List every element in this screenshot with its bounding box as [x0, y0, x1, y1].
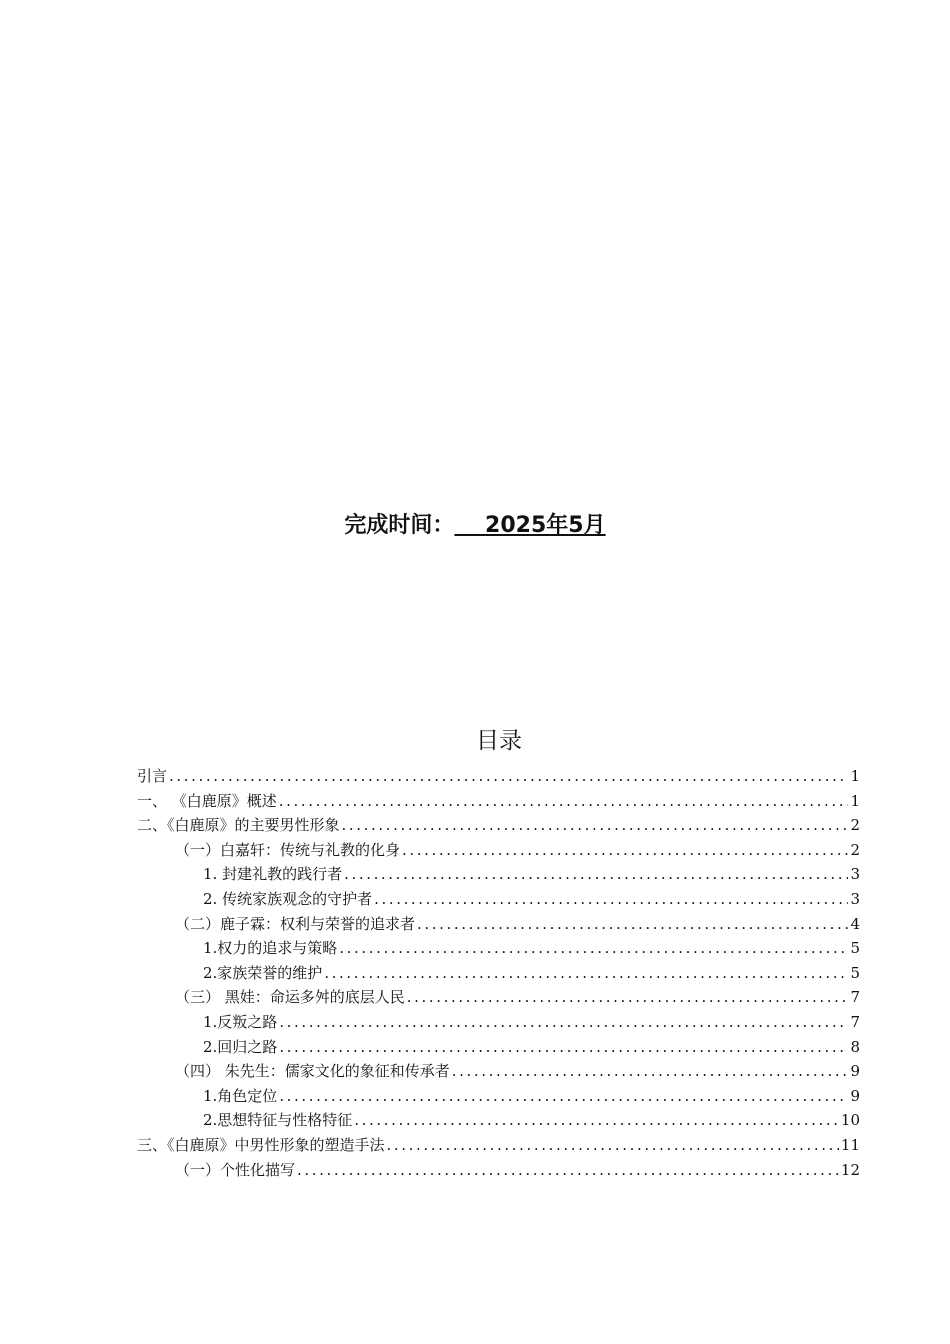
completion-blank	[454, 513, 485, 538]
toc-entry-label: 2. 传统家族观念的守护者	[203, 889, 373, 908]
toc-entry-label: 2.思想特征与性格特征	[203, 1111, 353, 1130]
toc-entry-page: 7	[850, 988, 860, 1007]
toc-entry-page: 1	[850, 767, 860, 785]
toc-entry[interactable]	[137, 1108, 860, 1133]
toc-entry-page: 12	[840, 1160, 860, 1179]
toc-leader-dots	[407, 985, 849, 1010]
toc-leader-dots	[169, 764, 848, 789]
toc-entry-label: （一）个性化描写	[175, 1160, 296, 1179]
toc-entry-page: 1	[850, 791, 860, 810]
toc-leader-dots	[344, 862, 848, 887]
toc-entry-page: 4	[850, 914, 860, 933]
toc-entry[interactable]	[137, 838, 860, 863]
toc-entry[interactable]	[137, 1158, 860, 1183]
toc-entry-page: 2	[850, 840, 860, 859]
toc-entry-page: 5	[850, 963, 860, 982]
toc-leader-dots	[324, 961, 848, 986]
toc-entry-page: 10	[840, 1111, 860, 1130]
toc-leader-dots	[339, 936, 848, 961]
toc-entry[interactable]	[137, 1084, 860, 1109]
toc-entry-page: 9	[850, 1086, 860, 1105]
toc-entry[interactable]	[137, 985, 860, 1010]
toc-leader-dots	[342, 813, 849, 838]
toc-entry-page: 5	[850, 939, 860, 958]
toc-entry[interactable]	[137, 1035, 860, 1060]
toc-entry-page: 2	[850, 816, 860, 835]
toc-leader-dots	[279, 789, 849, 814]
completion-date: 2025年5月	[485, 513, 606, 538]
toc-entry-label: （三） 黑娃：命运多舛的底层人民	[175, 988, 405, 1007]
toc-entry[interactable]	[137, 961, 860, 986]
toc-leader-dots	[354, 1108, 839, 1133]
toc-entry[interactable]	[137, 862, 860, 887]
toc-leader-dots	[402, 838, 848, 863]
toc-entry-page: 3	[850, 889, 860, 908]
toc-entry-label: 二、《白鹿原》的主要男性形象	[137, 816, 340, 835]
toc-leader-dots	[374, 887, 848, 912]
toc-entry[interactable]	[137, 1133, 860, 1158]
toc-entry-label: （二）鹿子霖：权利与荣誉的追求者	[175, 914, 416, 933]
toc-entry-label: 三、《白鹿原》中男性形象的塑造手法	[137, 1135, 385, 1154]
toc-entry[interactable]	[137, 936, 860, 961]
toc-entry-label: （一）白嘉轩：传统与礼教的化身	[175, 840, 401, 859]
toc-title: 目录	[476, 728, 522, 754]
toc-entry-page: 9	[850, 1062, 860, 1081]
toc-leader-dots	[387, 1133, 839, 1158]
toc-entry[interactable]	[137, 887, 860, 912]
toc-entry-label: 1.角色定位	[203, 1086, 278, 1105]
toc-leader-dots	[417, 912, 848, 937]
toc-entry[interactable]	[137, 789, 860, 814]
completion-date-line	[0, 510, 950, 542]
toc-leader-dots	[452, 1059, 849, 1084]
toc-entry[interactable]	[137, 1059, 860, 1084]
completion-label: 完成时间：	[344, 513, 455, 538]
toc-leader-dots	[279, 1035, 848, 1060]
toc-entry-label: 2.家族荣誉的维护	[203, 963, 323, 982]
toc-entry-page: 11	[840, 1135, 860, 1154]
toc-entry-label: 1.反叛之路	[203, 1012, 278, 1031]
table-of-contents	[137, 764, 860, 1182]
completion-value	[454, 510, 605, 542]
toc-entry[interactable]	[137, 813, 860, 838]
toc-entry-page: 7	[850, 1012, 860, 1031]
toc-entry-label: （四） 朱先生：儒家文化的象征和传承者	[175, 1062, 450, 1081]
toc-entry[interactable]	[137, 764, 860, 789]
toc-leader-dots	[279, 1084, 848, 1109]
toc-entry-label: 2.回归之路	[203, 1037, 278, 1056]
toc-entry[interactable]	[137, 1010, 860, 1035]
toc-entry[interactable]	[137, 912, 860, 937]
toc-entry-page: 8	[850, 1037, 860, 1056]
toc-entry-label: 1.权力的追求与策略	[203, 939, 338, 958]
toc-entry-page: 3	[850, 865, 860, 884]
toc-entry-label: 1. 封建礼教的践行者	[203, 865, 343, 884]
toc-leader-dots	[297, 1158, 839, 1183]
toc-entry-label: 一、 《白鹿原》概述	[137, 791, 277, 810]
toc-entry-label: 引言	[137, 767, 168, 785]
toc-leader-dots	[279, 1010, 848, 1035]
